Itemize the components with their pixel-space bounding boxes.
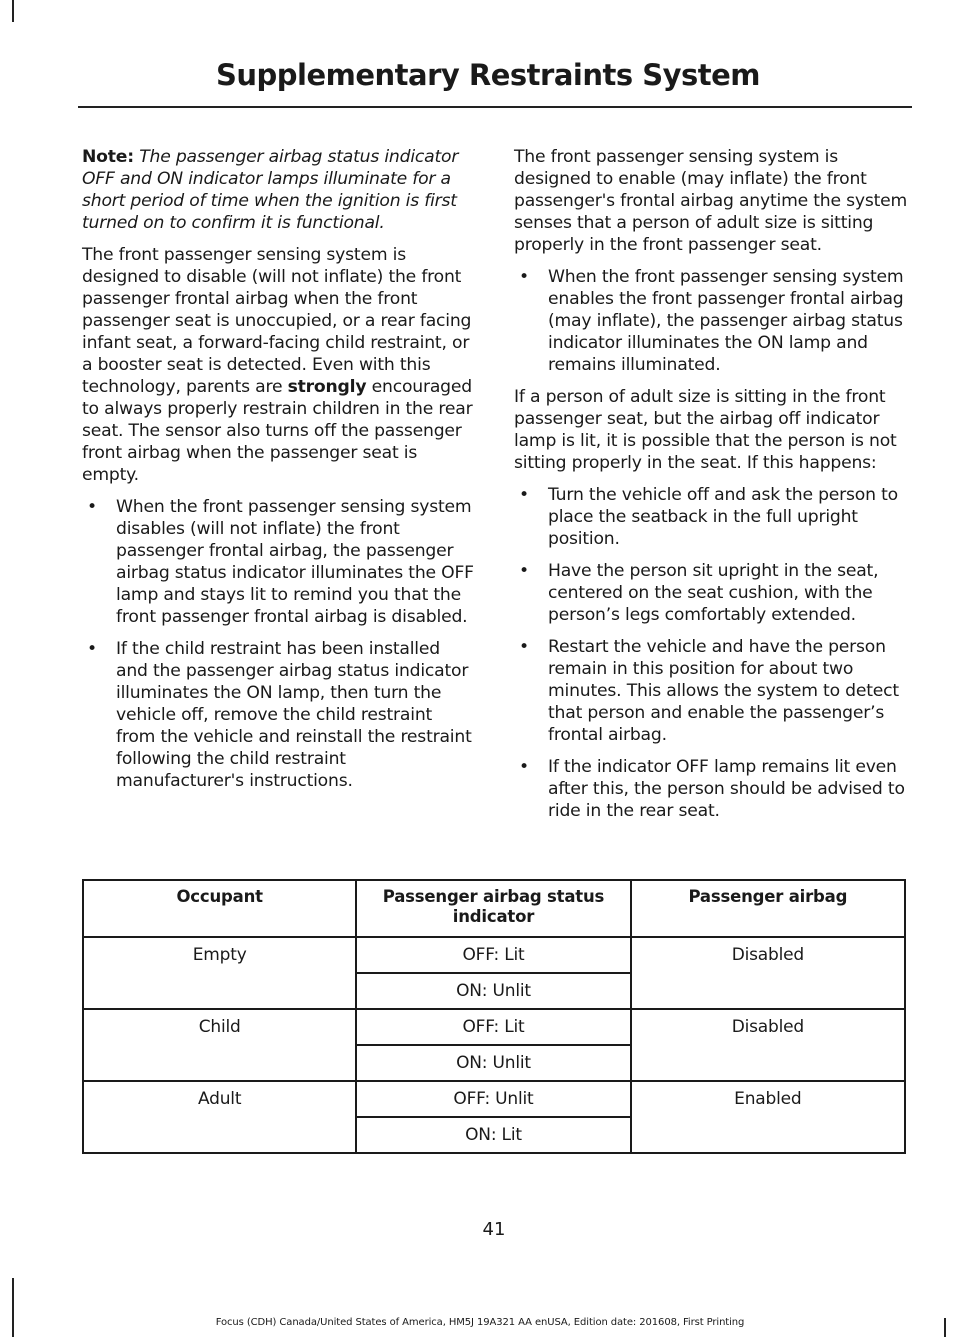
crop-mark (12, 0, 14, 22)
table-header-row (83, 880, 905, 937)
bullet-list (514, 484, 910, 822)
header-rule (78, 106, 912, 108)
indicator-cell: ON: Unlit (356, 973, 630, 1009)
body-paragraph: The front passenger sensing system is designed to enable (may inflate) the front passenger's frontal airbag anytime the system senses that a person of adult size is sitting properly in the front passenger seat. (514, 147, 908, 255)
column-header-indicator: Passenger airbag status indicator (356, 880, 630, 937)
body-paragraph (82, 244, 476, 486)
crop-mark (12, 1278, 14, 1337)
list-item: • Restart the vehicle and have the person remain in this position for about two minutes. This allows the system to detect that person and enable the passenger’s frontal airbag. (514, 636, 910, 746)
bullet-list (514, 266, 910, 376)
page-title: Supplementary Restraints System (215, 58, 760, 92)
note-paragraph (82, 146, 476, 234)
body-paragraph: If a person of adult size is sitting in the front passenger seat, but the airbag off indicator lamp is lit, it is possible that the person is not sitting properly in the seat. If this happens: (514, 387, 897, 473)
list-item: • If the indicator OFF lamp remains lit even after this, the person should be advised to ride in the rear seat. (514, 756, 910, 822)
table-row (83, 1081, 905, 1117)
indicator-cell: OFF: Lit (356, 1009, 630, 1045)
occupant-cell: Adult (83, 1081, 356, 1153)
column-header-airbag: Passenger airbag (631, 880, 905, 937)
paragraph-text: The front passenger sensing system is designed to disable (will not inflate) the front passenger frontal airbag when the front passenger seat is unoccupied, or a rear facing infant seat, a forward-facing child restraint, or a booster seat is detected. Even with this technology, parents are (82, 245, 472, 397)
table-row (83, 937, 905, 973)
paragraph-text: encouraged to always properly restrain children in the rear seat. The sensor also turns off the passenger front airbag when the passenger seat is empty. (82, 377, 473, 485)
occupant-cell: Child (83, 1009, 356, 1081)
list-item: • If the child restraint has been installed and the passenger airbag status indicator illuminates the ON lamp, then turn the vehicle off, remove the child restraint from the vehicle and reinstall the restraint following the child restraint manufacturer's instructions. (82, 638, 476, 792)
list-item: • Have the person sit upright in the seat, centered on the seat cushion, with the person’s legs comfortably extended. (514, 560, 910, 626)
table-row (83, 1009, 905, 1045)
left-column (82, 146, 476, 802)
airbag-cell: Enabled (631, 1081, 905, 1153)
indicator-cell: ON: Lit (356, 1117, 630, 1153)
list-item: • When the front passenger sensing system disables (will not inflate) the front passenger frontal airbag, the passenger airbag status indicator illuminates the OFF lamp and stays lit to remind you that the front passenger frontal airbag is disabled. (82, 496, 476, 628)
page-number: 41 (482, 1219, 506, 1240)
note-text: The passenger airbag status indicator OFF and ON indicator lamps illuminate for a short period of time when the ignition is first turned on to confirm it is functional. (82, 147, 459, 233)
column-header-occupant: Occupant (83, 880, 356, 937)
footer-text: Focus (CDH) Canada/United States of America, HM5J 19A321 AA enUSA, Edition date: 201608, First Printing (215, 1317, 745, 1328)
airbag-cell: Disabled (631, 937, 905, 1009)
emphasis-text: strongly (287, 377, 367, 397)
indicator-cell: ON: Unlit (356, 1045, 630, 1081)
bullet-list (82, 496, 476, 792)
airbag-status-table (82, 879, 906, 1154)
airbag-cell: Disabled (631, 1009, 905, 1081)
occupant-cell: Empty (83, 937, 356, 1009)
list-item: • When the front passenger sensing system enables the front passenger frontal airbag (may inflate), the passenger airbag status indicator illuminates the ON lamp and remains illuminated. (514, 266, 910, 376)
indicator-cell: OFF: Lit (356, 937, 630, 973)
indicator-cell: OFF: Unlit (356, 1081, 630, 1117)
note-label: Note: (82, 147, 134, 167)
list-item: • Turn the vehicle off and ask the person to place the seatback in the full upright position. (514, 484, 910, 550)
right-column (514, 146, 910, 832)
